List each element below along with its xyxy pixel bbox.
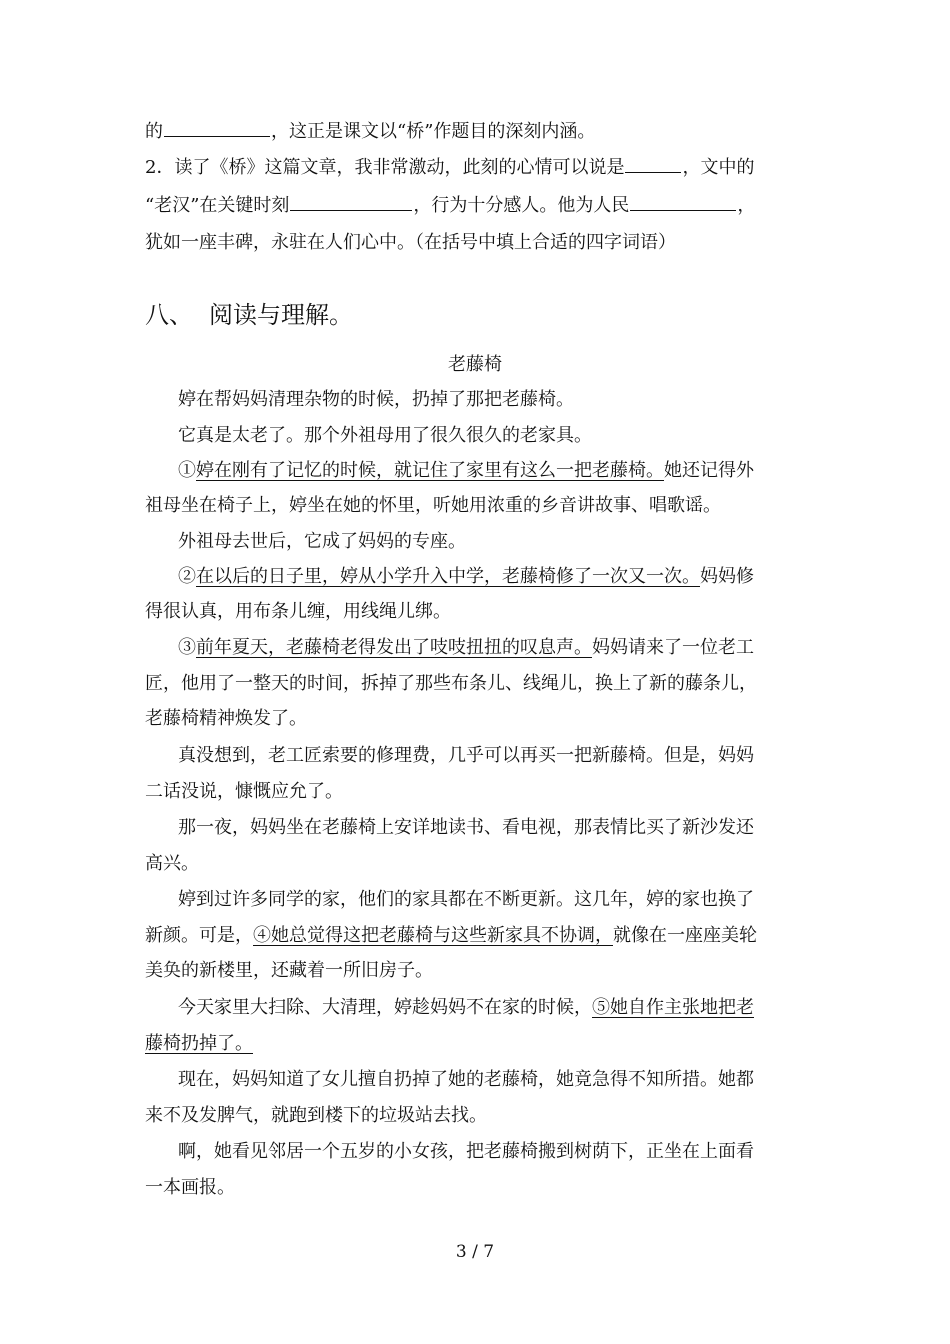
- circle-number-3: ③: [178, 637, 196, 658]
- circle-number-2: ②: [178, 566, 196, 587]
- underlined-sentence-2: 在以后的日子里，婷从小学升入中学，老藤椅修了一次又一次。: [196, 566, 700, 587]
- paragraph-7-line-2: 二话没说，慷慨应允了。: [145, 781, 343, 802]
- q1-text-b: ，这正是课文以“桥”作题目的深刻内涵。: [271, 121, 596, 142]
- underlined-sentence-1: 婷在刚有了记忆的时候，就记住了家里有这么一把老藤椅。: [196, 460, 664, 481]
- q2-line-2: [145, 192, 805, 220]
- q1-text-a: 的: [145, 121, 163, 142]
- paragraph-3-text: 她还记得外: [664, 460, 754, 481]
- section-number: 八、: [145, 301, 193, 329]
- paragraph-8-line-2: 高兴。: [145, 853, 199, 874]
- q2-text-b: ，文中的: [682, 157, 755, 178]
- answer-blank-4[interactable]: [630, 192, 736, 211]
- paragraph-6-line-3: 老藤椅精神焕发了。: [145, 708, 307, 729]
- underlined-sentence-5-part-1: ⑤她自作主张地把老: [592, 997, 754, 1018]
- paragraph-11-line-2: 来不及发脾气，就跑到楼下的垃圾站去找。: [145, 1105, 487, 1126]
- paragraph-6-text: 妈妈请来了一位老工: [592, 637, 754, 658]
- underlined-sentence-3: 前年夏天，老藤椅老得发出了吱吱扭扭的叹息声。: [196, 637, 592, 658]
- answer-blank-1[interactable]: [164, 118, 270, 137]
- q2-text-a: 2．读了《桥》这篇文章，我非常激动，此刻的心情可以说是: [145, 157, 625, 178]
- q2-text-d: ，行为十分感人。他为人民: [413, 195, 630, 216]
- q2-text-e: ，: [737, 195, 756, 216]
- paragraph-8-line-1: 那一夜，妈妈坐在老藤椅上安详地读书、看电视，那表情比买了新沙发还: [178, 817, 754, 838]
- paragraph-10-line-1: [178, 994, 805, 1022]
- answer-blank-3[interactable]: [290, 192, 412, 211]
- paragraph-1: 婷在帮妈妈清理杂物的时候，扔掉了那把老藤椅。: [178, 389, 574, 410]
- paragraph-6-line-1: [178, 634, 805, 662]
- q2-line-3: [145, 229, 805, 257]
- paragraph-11-line-1: 现在，妈妈知道了女儿擅自扔掉了她的老藤椅，她竟急得不知所措。她都: [178, 1069, 754, 1090]
- paragraph-9-text-a: 新颜。可是，: [145, 925, 253, 946]
- paragraph-2: 它真是太老了。那个外祖母用了很久很久的老家具。: [178, 425, 592, 446]
- answer-blank-2[interactable]: [625, 154, 681, 173]
- paragraph-6-line-2: 匠，他用了一整天的时间，拆掉了那些布条儿、线绳儿，换上了新的藤条儿，: [145, 673, 757, 694]
- paragraph-5-text: 妈妈修: [700, 566, 754, 587]
- q2-text-f: 犹如一座丰碑，永驻在人们心中。（在括号中填上合适的四字词语）: [145, 232, 676, 253]
- paragraph-5-line-1: [178, 563, 805, 591]
- circle-number-1: ①: [178, 460, 196, 481]
- passage-title: 老藤椅: [448, 354, 502, 375]
- underlined-sentence-4: ④她总觉得这把老藤椅与这些新家具不协调，: [253, 925, 613, 946]
- paragraph-10-text: 今天家里大扫除、大清理，婷趁妈妈不在家的时候，: [178, 997, 592, 1018]
- paragraph-5-line-2: 得很认真，用布条儿缠，用线绳儿绑。: [145, 601, 451, 622]
- paragraph-9-line-1: 婷到过许多同学的家，他们的家具都在不断更新。这几年，婷的家也换了: [178, 889, 754, 910]
- paragraph-3-line-2: 祖母坐在椅子上，婷坐在她的怀里，听她用浓重的乡音讲故事、唱歌谣。: [145, 495, 721, 516]
- paragraph-9-text-b: 就像在一座座美轮: [613, 925, 757, 946]
- q2-text-c: “老汉”在关键时刻: [145, 195, 290, 216]
- paragraph-7-line-1: 真没想到，老工匠索要的修理费，几乎可以再买一把新藤椅。但是，妈妈: [178, 745, 754, 766]
- paragraph-3-line-1: [178, 457, 805, 485]
- page-number: 3 / 7: [455, 1242, 495, 1262]
- paragraph-9-line-3: 美奂的新楼里，还藏着一所旧房子。: [145, 960, 433, 981]
- underlined-sentence-5-part-2: 藤椅扔掉了。: [145, 1033, 253, 1054]
- paragraph-12-line-1: 啊，她看见邻居一个五岁的小女孩，把老藤椅搬到树荫下，正坐在上面看: [178, 1141, 754, 1162]
- paragraph-12-line-2: 一本画报。: [145, 1177, 235, 1198]
- section-heading: [145, 299, 353, 331]
- paragraph-10-line-2: [145, 1030, 805, 1058]
- q2-line-1: [145, 154, 805, 182]
- section-title: 阅读与理解。: [209, 301, 353, 329]
- paragraph-4: 外祖母去世后，它成了妈妈的专座。: [178, 531, 466, 552]
- paragraph-9-line-2: [145, 922, 805, 950]
- q1-line: [145, 118, 805, 146]
